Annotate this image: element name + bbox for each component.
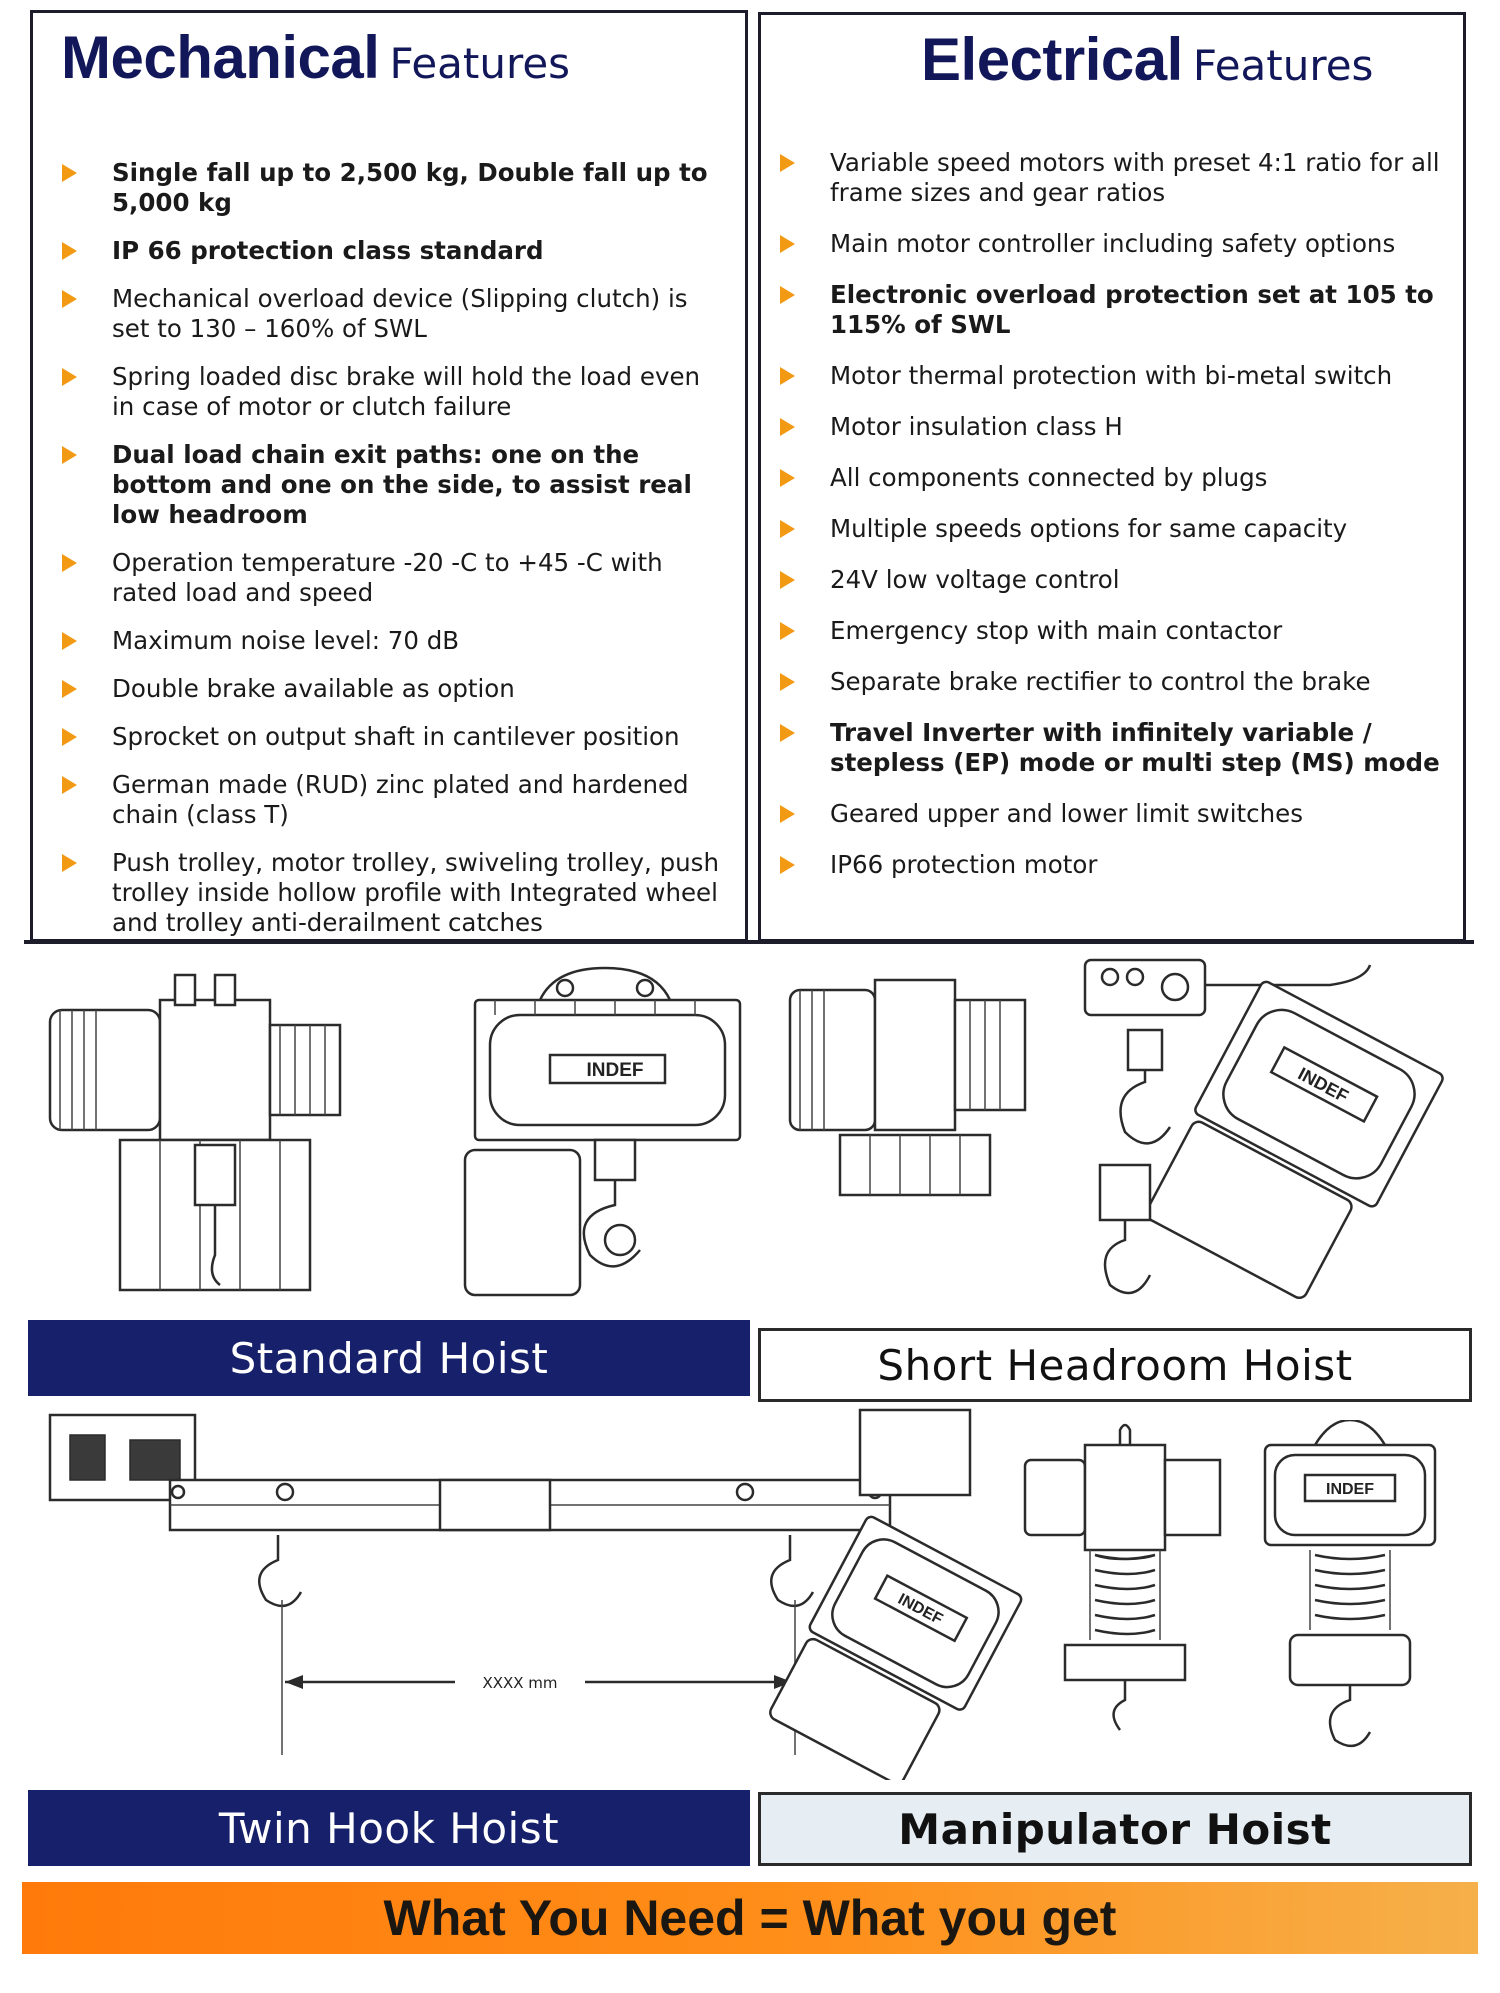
short-headroom-side-drawing <box>780 970 1030 1230</box>
feature-text: Emergency stop with main contactor <box>830 616 1283 645</box>
electrical-feature-item <box>780 463 1440 493</box>
electrical-feature-item <box>780 229 1440 259</box>
mechanical-title-light: Features <box>389 39 571 88</box>
orange-arrow-bullet-icon <box>62 554 77 572</box>
mechanical-feature-item <box>62 362 722 422</box>
electrical-feature-item <box>780 148 1440 208</box>
feature-text: Spring loaded disc brake will hold the load even in case of motor or clutch failure <box>112 362 701 421</box>
electrical-feature-item <box>780 850 1440 880</box>
standard-hoist-front-drawing <box>445 960 755 1300</box>
feature-text: German made (RUD) zinc plated and hardened chain (class T) <box>112 770 689 829</box>
short-headroom-brand-label: INDEF <box>1294 1063 1352 1107</box>
electrical-feature-item <box>780 667 1440 697</box>
orange-arrow-bullet-icon <box>780 856 795 874</box>
mechanical-feature-item <box>62 674 722 704</box>
manipulator-hoist-banner: Manipulator Hoist <box>758 1792 1472 1866</box>
short-headroom-tilted-drawing <box>1080 955 1460 1315</box>
orange-arrow-bullet-icon <box>780 469 795 487</box>
mechanical-feature-item <box>62 626 722 656</box>
mechanical-feature-list <box>62 158 722 956</box>
orange-arrow-bullet-icon <box>62 776 77 794</box>
feature-text: Travel Inverter with infinitely variable / stepless (EP) mode or multi step (MS) mode <box>830 718 1440 777</box>
mechanical-title-bold: Mechanical <box>61 24 380 91</box>
orange-arrow-bullet-icon <box>780 673 795 691</box>
mechanical-feature-item <box>62 848 722 938</box>
mechanical-title <box>61 23 570 92</box>
standard-hoist-banner: Standard Hoist <box>28 1320 750 1396</box>
electrical-feature-item <box>780 514 1440 544</box>
electrical-title-light: Features <box>1192 41 1374 90</box>
mechanical-feature-item <box>62 722 722 752</box>
orange-arrow-bullet-icon <box>780 805 795 823</box>
orange-arrow-bullet-icon <box>780 418 795 436</box>
orange-arrow-bullet-icon <box>780 367 795 385</box>
feature-text: Separate brake rectifier to control the brake <box>830 667 1371 696</box>
electrical-feature-item <box>780 565 1440 595</box>
feature-text: Motor insulation class H <box>830 412 1123 441</box>
feature-text: Sprocket on output shaft in cantilever position <box>112 722 680 751</box>
feature-text: Mechanical overload device (Slipping clutch) is set to 130 – 160% of SWL <box>112 284 688 343</box>
manipulator-brand-label: INDEF <box>1326 1481 1374 1498</box>
orange-arrow-bullet-icon <box>780 520 795 538</box>
mechanical-feature-item <box>62 158 722 218</box>
orange-arrow-bullet-icon <box>62 632 77 650</box>
electrical-title-bold: Electrical <box>921 26 1183 93</box>
mechanical-feature-item <box>62 284 722 344</box>
feature-text: IP66 protection motor <box>830 850 1098 879</box>
footer-slogan-bar <box>22 1882 1478 1954</box>
feature-text: Push trolley, motor trolley, swiveling trolley, push trolley inside hollow profile with Integrated wheel and trolley anti-derailment catches <box>112 848 719 937</box>
feature-text: Operation temperature -20 -C to +45 -C with rated load and speed <box>112 548 663 607</box>
feature-text: Maximum noise level: 70 dB <box>112 626 460 655</box>
twin-hook-hoist-banner: Twin Hook Hoist <box>28 1790 750 1866</box>
feature-text: IP 66 protection class standard <box>112 236 544 265</box>
orange-arrow-bullet-icon <box>62 164 77 182</box>
short-headroom-hoist-banner: Short Headroom Hoist <box>758 1328 1472 1402</box>
orange-arrow-bullet-icon <box>780 622 795 640</box>
feature-text: Double brake available as option <box>112 674 515 703</box>
feature-text: Dual load chain exit paths: one on the bottom and one on the side, to assist real low headroom <box>112 440 692 529</box>
electrical-feature-list <box>780 148 1440 901</box>
mechanical-feature-item <box>62 440 722 530</box>
orange-arrow-bullet-icon <box>62 368 77 386</box>
orange-arrow-bullet-icon <box>780 286 795 304</box>
electrical-feature-item <box>780 718 1440 778</box>
manipulator-hoist-side-drawing <box>1020 1420 1230 1750</box>
feature-text: 24V low voltage control <box>830 565 1120 594</box>
twin-hook-dimension-label: XXXX mm <box>482 1674 558 1692</box>
feature-text: Electronic overload protection set at 105 to 115% of SWL <box>830 280 1434 339</box>
standard-hoist-side-drawing <box>40 970 370 1300</box>
standard-hoist-brand-label: INDEF <box>586 1060 644 1081</box>
feature-text: All components connected by plugs <box>830 463 1268 492</box>
mechanical-feature-item <box>62 548 722 608</box>
twin-hook-brand-label: INDEF <box>895 1590 946 1629</box>
electrical-feature-item <box>780 280 1440 340</box>
orange-arrow-bullet-icon <box>62 446 77 464</box>
feature-text: Variable speed motors with preset 4:1 ratio for all frame sizes and gear ratios <box>830 148 1440 207</box>
mechanical-feature-item <box>62 770 722 830</box>
feature-text: Single fall up to 2,500 kg, Double fall up to 5,000 kg <box>112 158 708 217</box>
electrical-feature-item <box>780 361 1440 391</box>
electrical-title <box>921 25 1373 94</box>
electrical-feature-item <box>780 799 1440 829</box>
mechanical-feature-item <box>62 236 722 266</box>
feature-text: Geared upper and lower limit switches <box>830 799 1303 828</box>
orange-arrow-bullet-icon <box>780 235 795 253</box>
section-divider <box>24 940 1474 944</box>
feature-text: Main motor controller including safety options <box>830 229 1396 258</box>
orange-arrow-bullet-icon <box>780 724 795 742</box>
electrical-feature-item <box>780 412 1440 442</box>
orange-arrow-bullet-icon <box>62 680 77 698</box>
feature-text: Motor thermal protection with bi-metal switch <box>830 361 1393 390</box>
orange-arrow-bullet-icon <box>62 854 77 872</box>
footer-slogan: What You Need = What you get <box>383 1890 1117 1946</box>
orange-arrow-bullet-icon <box>62 290 77 308</box>
feature-text: Multiple speeds options for same capacity <box>830 514 1348 543</box>
electrical-feature-item <box>780 616 1440 646</box>
orange-arrow-bullet-icon <box>780 571 795 589</box>
manipulator-hoist-front-drawing <box>1250 1420 1450 1750</box>
twin-hook-hoist-drawing <box>40 1400 1030 1780</box>
orange-arrow-bullet-icon <box>62 728 77 746</box>
orange-arrow-bullet-icon <box>780 154 795 172</box>
orange-arrow-bullet-icon <box>62 242 77 260</box>
